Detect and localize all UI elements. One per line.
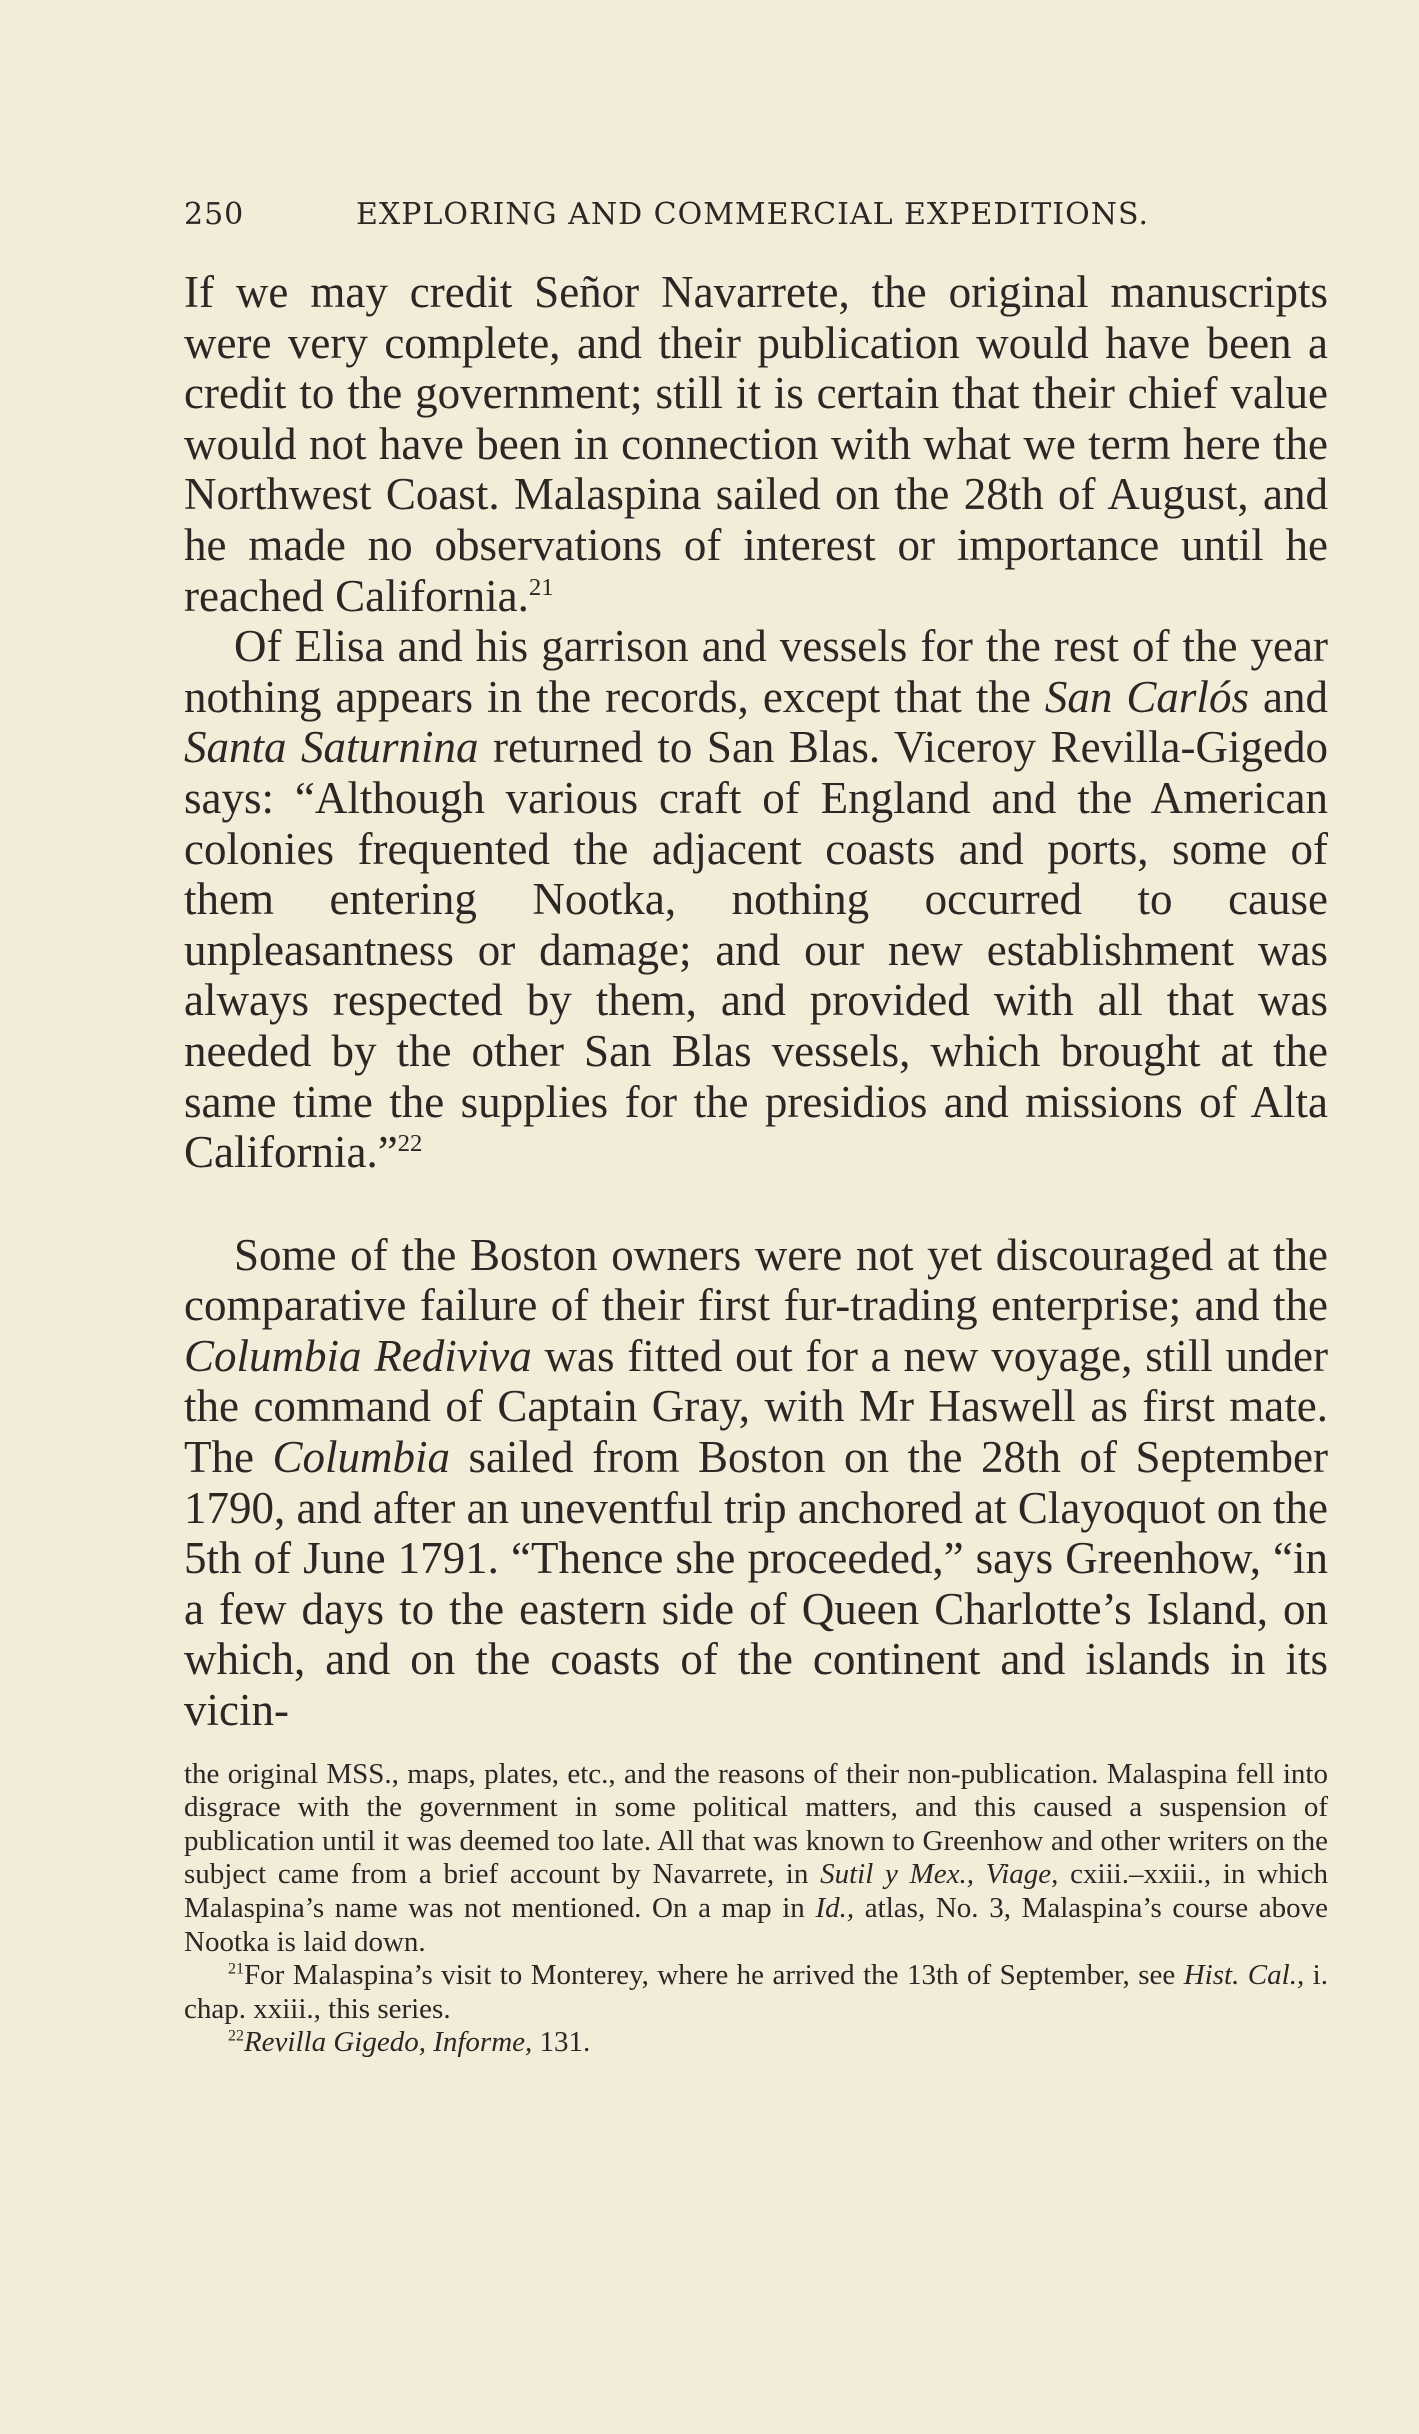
citation: Revilla Gigedo, Informe, (243, 2026, 533, 2059)
footnote-21: $^{21}$For Malaspina’s visit to Monterey, where he arrived the 13th of September, see Hist. Cal., i. chap. xxiii., this series. (184, 1959, 1328, 2025)
ship-name: San Carlós (1044, 671, 1249, 722)
footnote-ref-22: 22 (397, 1130, 423, 1158)
ship-name: Columbia Rediviva (184, 1330, 532, 1381)
book-page (184, 185, 1328, 2060)
footnote-ref-21: 21 (528, 573, 554, 601)
page-header (184, 185, 1328, 245)
page-number: 250 (184, 197, 245, 232)
citation: Hist. Cal., (1183, 1959, 1305, 1992)
ship-name: Columbia (272, 1432, 451, 1483)
paragraph-navarrete: If we may credit Señor Navarrete, the original manuscripts were very complete, and their publication would have been a credit to the government; still it is certain that their chief value would not have been in connection with what we term here the Northwest Coast. Malaspina sailed on the 28th of August, and he made no observations of interest or importance until he reached California.$^{21}$ (184, 267, 1328, 621)
footnote-number: 22 (228, 2027, 244, 2045)
citation: Sutil y Mex., Viage, (820, 1858, 1059, 1891)
footnote-continued: the original MSS., maps, plates, etc., and the reasons of their non-publication. Malaspina fell into disgrace with the government in some political matters, and this caused a suspension of publication until it was deemed too late. All that was known to Greenhow and other writers on the subject came from a brief account by Navarrete, in Sutil y Mex., Viage, cxiii.–xxiii., in which Malaspina’s name was not mentioned. On a map in Id., atlas, No. 3, Malaspina’s course above Nootka is laid down. (184, 1757, 1328, 1958)
footnote-22: $^{22}$Revilla Gigedo, Informe, 131. (228, 2026, 591, 2059)
footnotes (184, 1758, 1328, 2060)
ship-name: Santa Saturnina (184, 722, 479, 773)
citation: Id., (815, 1892, 855, 1924)
paragraph-elisa: Of Elisa and his garrison and vessels for the rest of the year nothing appears in the records, except that the San Carlós and Santa Saturnina returned to San Blas. Viceroy Revilla-Gigedo says: “Although various craft of England and the American colonies frequented the adjacent coasts and ports, some of them entering Nootka, nothing occurred to cause unpleasantness or damage; and our new establishment was always respected by them, and provided with all that was needed by the other San Blas vessels, which brought at the same time the supplies for the presidios and missions of Alta California.”$^{22}$ (184, 621, 1328, 1178)
paragraph-boston-owners: Some of the Boston owners were not yet discouraged at the comparative failure of their first fur-trading enterprise; and the Columbia Rediviva was fitted out for a new voyage, still under the command of Captain Gray, with Mr Haswell as first mate. The Columbia sailed from Boston on the 28th of September 1790, and after an uneventful trip anchored at Clayoquot on the 5th of June 1791. “Thence she proceeded,” says Greenhow, “in a few days to the eastern side of Queen Charlotte’s Island, on which, and on the coasts of the continent and islands in its vicin- (184, 1229, 1328, 1736)
body-text (184, 267, 1328, 1736)
running-title: EXPLORING AND COMMERCIAL EXPEDITIONS. (356, 197, 1150, 232)
footnote-number: 21 (228, 1960, 244, 1978)
